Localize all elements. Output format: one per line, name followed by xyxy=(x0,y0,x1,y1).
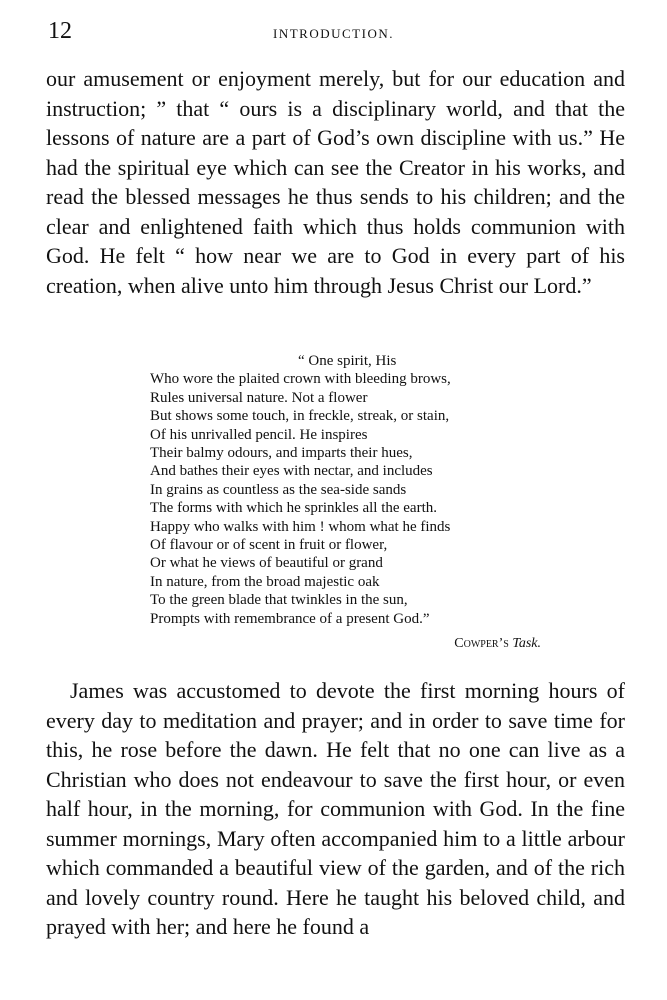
poem-line: Rules universal nature. Not a flower xyxy=(150,389,368,406)
poem-line: Prompts with remembrance of a present God.” xyxy=(150,610,430,627)
poem-line: Their balmy odours, and imparts their hues, xyxy=(150,445,413,462)
poem-line: Happy who walks with him ! whom what he finds xyxy=(150,518,451,535)
poem-line: Of his unrivalled pencil. He inspires xyxy=(150,426,368,443)
poem-line: And bathes their eyes with nectar, and includes xyxy=(150,463,433,480)
page-number: 12 xyxy=(48,18,72,44)
page-header xyxy=(44,18,623,48)
poem-line: “ One spirit, His xyxy=(298,353,397,369)
poem-line: Who wore the plaited crown with bleeding brows, xyxy=(150,371,451,388)
poem-quotation xyxy=(150,352,545,651)
poem-line: To the green blade that twinkles in the sun, xyxy=(150,592,408,609)
poem-line: In grains as countless as the sea-side sands xyxy=(150,481,407,498)
body-paragraph-2: James was accustomed to devote the first morning hours of every day to meditation and prayer; and in order to save time for this, he rose before the dawn. He felt that no one can live as a Christian who does not endeavour to save the first hour, or even half hour, in the morning, for communion with God. In the fine summer mornings, Mary often accompanied him to a little arbour which commanded a beautiful view of the garden, and of the rich and lovely country round. Here he taught his beloved child, and prayed with her; and here he found a xyxy=(46,678,625,939)
poem-line: But shows some touch, in freckle, streak, or stain, xyxy=(150,408,450,425)
poem-line: Of flavour or of scent in fruit or flower, xyxy=(150,537,388,554)
poem-line: In nature, from the broad majestic oak xyxy=(150,573,380,590)
poem-line: The forms with which he sprinkles all the earth. xyxy=(150,500,438,517)
body-paragraph-1: our amusement or enjoyment merely, but for our education and instruction; ” that “ ours is a disciplinary world, and that the lessons of nature are a part of God’s own discipline with us.” He had the spiritual eye which can see the Creator in his works, and read the blessed messages he thus sends to his children; and the clear and enlightened faith which thus holds communion with God. He felt “ how near we are to God in every part of his creation, when alive unto him through Jesus Christ our Lord.” xyxy=(46,66,625,298)
poem-line: Or what he views of beautiful or grand xyxy=(150,555,383,572)
attribution-author: Cowper’s xyxy=(454,636,509,651)
attribution-work: Task. xyxy=(512,636,541,651)
running-head: INTRODUCTION. xyxy=(273,26,394,41)
poem-attribution xyxy=(454,636,541,652)
